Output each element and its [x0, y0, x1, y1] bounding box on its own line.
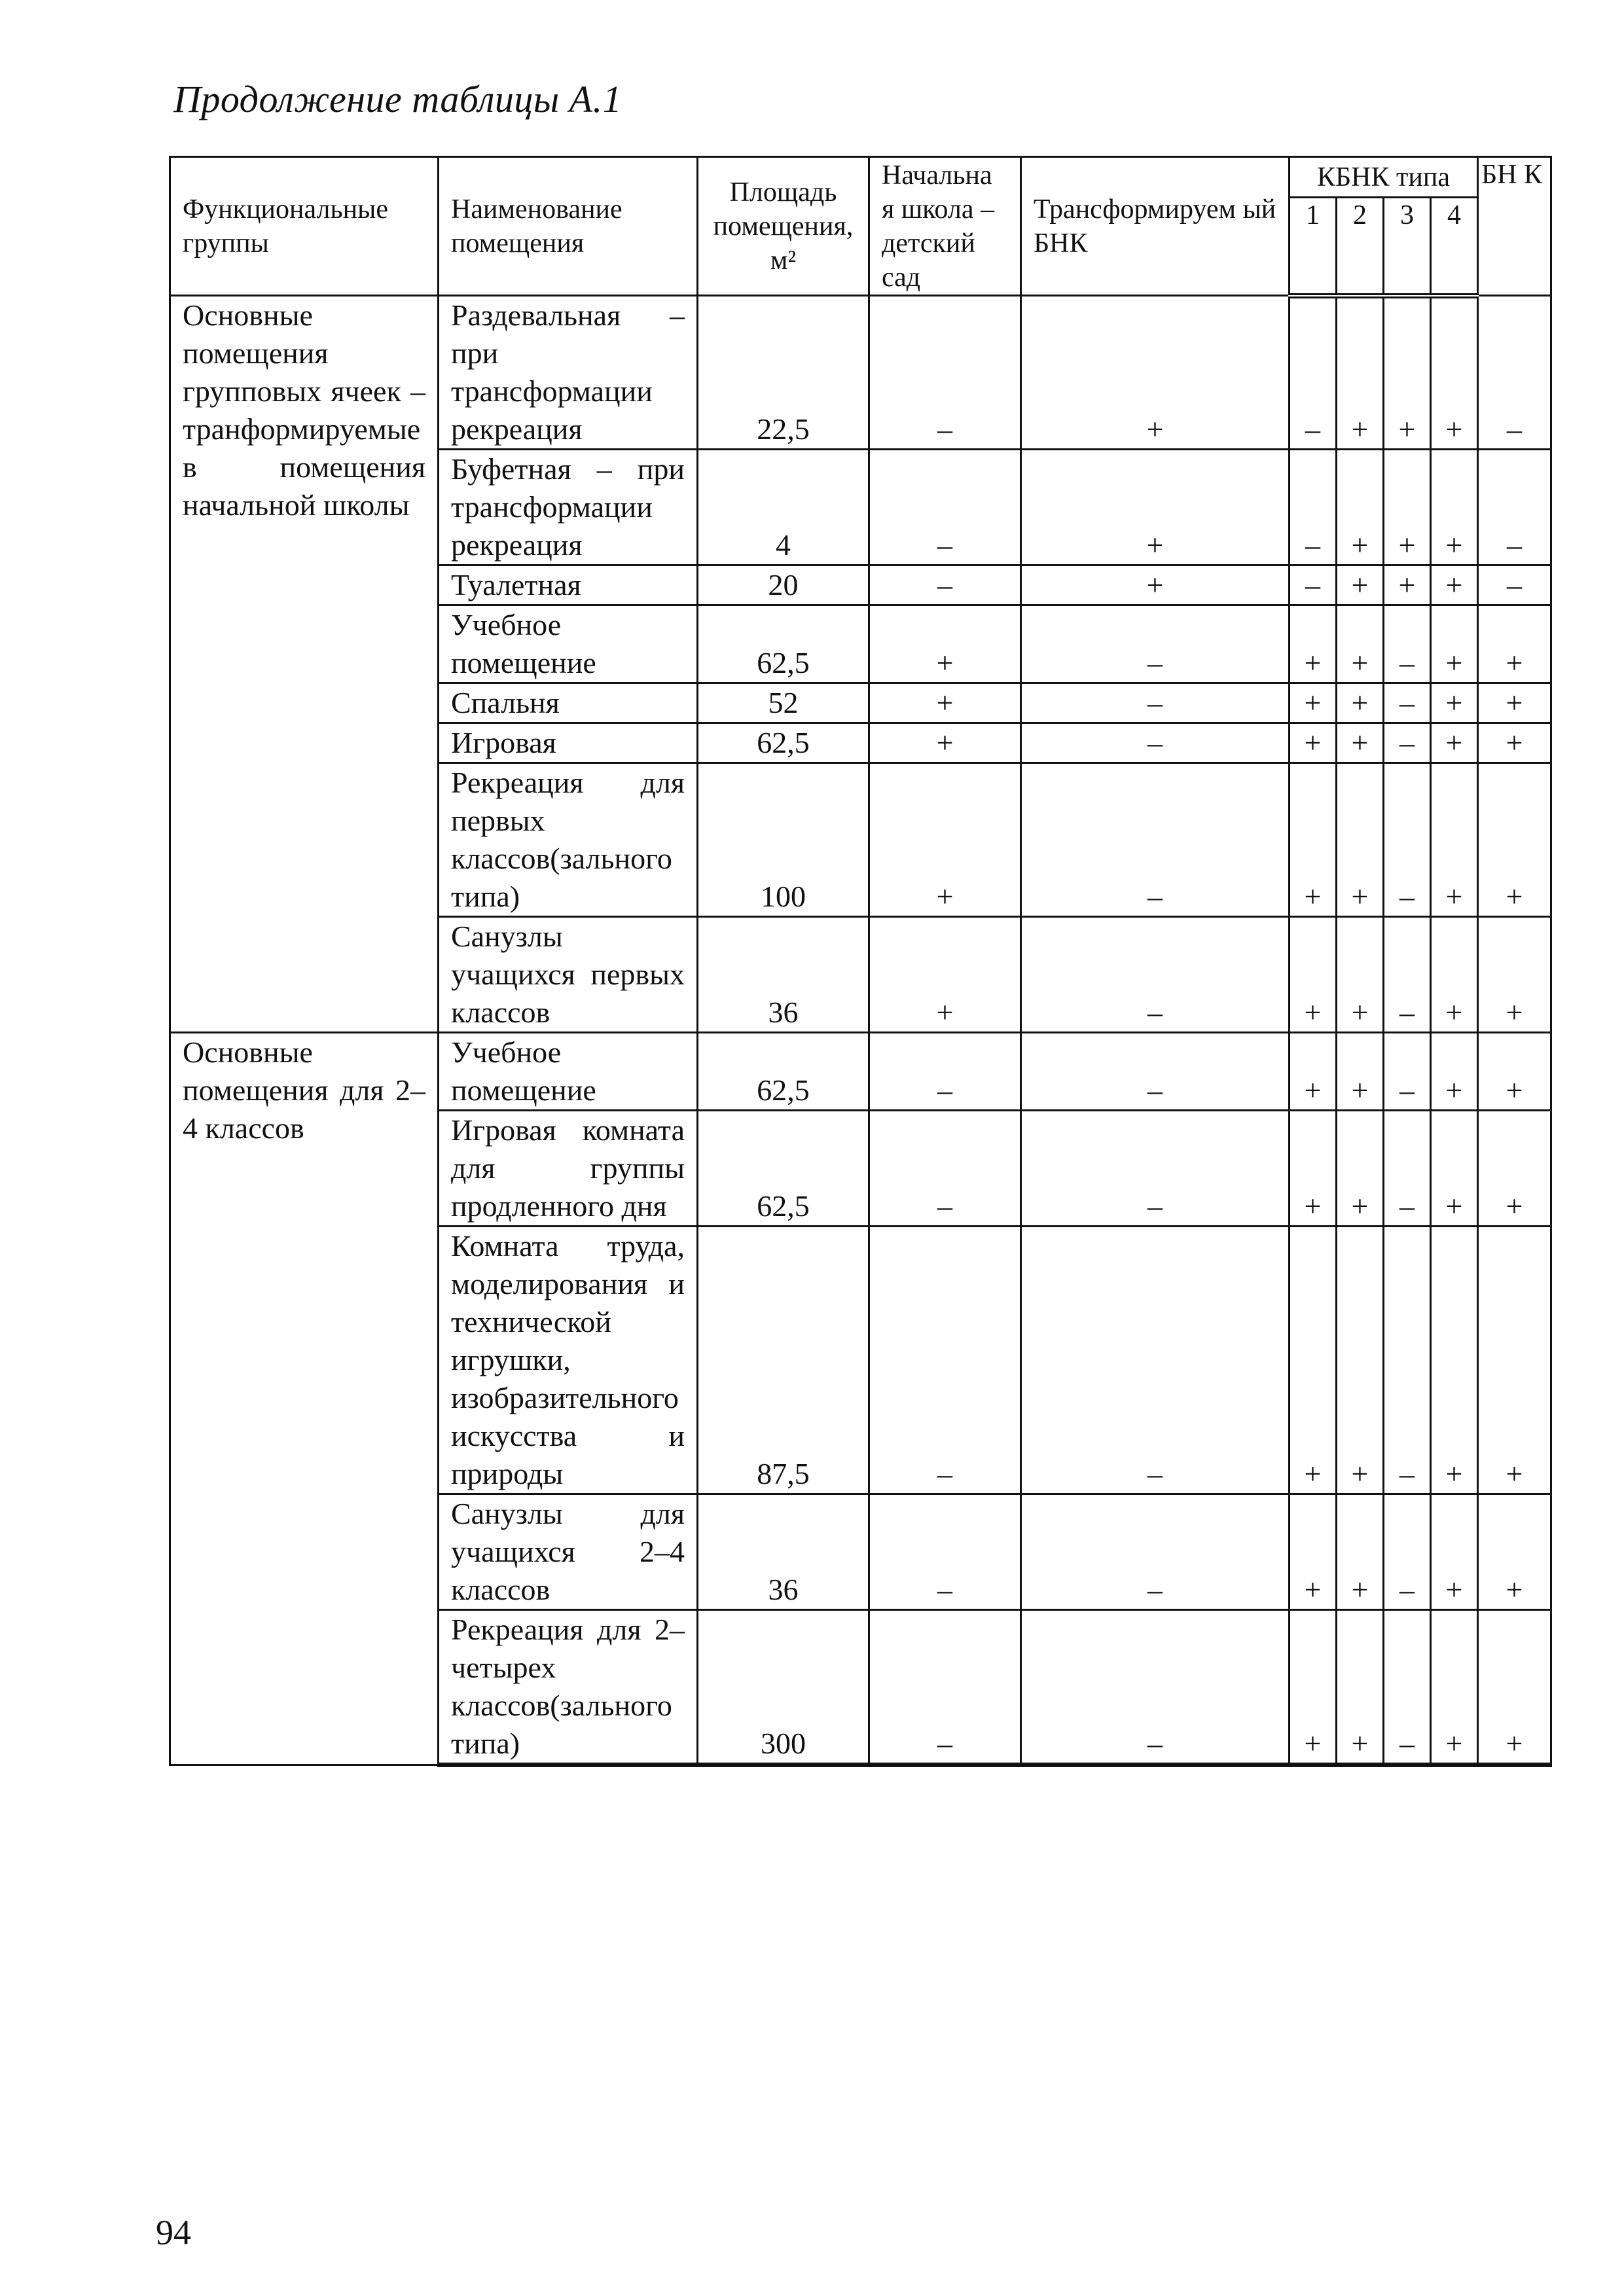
cell-transform: + — [1021, 450, 1290, 565]
cell-transform: – — [1021, 605, 1290, 683]
room-name-cell: Буфетная – при трансформации рекреация — [439, 450, 698, 565]
room-name-cell: Игровая — [439, 723, 698, 763]
cell-k1: + — [1290, 1227, 1337, 1494]
cell-k2: + — [1337, 1033, 1384, 1111]
cell-bnk: + — [1478, 1111, 1551, 1227]
room-name-cell: Туалетная — [439, 565, 698, 605]
cell-k3: + — [1384, 565, 1431, 605]
cell-transform: – — [1021, 1033, 1290, 1111]
cell-transform: – — [1021, 1111, 1290, 1227]
cell-area: 62,5 — [698, 1111, 869, 1227]
header-kbnk-3: 3 — [1384, 198, 1431, 296]
cell-primary: + — [869, 763, 1021, 917]
header-functional-groups: Функциональные группы — [170, 157, 439, 296]
room-name-cell: Учебное помещение — [439, 605, 698, 683]
cell-area: 100 — [698, 763, 869, 917]
cell-k2: + — [1337, 917, 1384, 1033]
cell-bnk: + — [1478, 917, 1551, 1033]
cell-transform: – — [1021, 1494, 1290, 1610]
cell-k3: – — [1384, 763, 1431, 917]
cell-k4: + — [1431, 1033, 1478, 1111]
cell-k2: + — [1337, 1111, 1384, 1227]
cell-area: 300 — [698, 1610, 869, 1765]
cell-k2: + — [1337, 296, 1384, 450]
table-row — [170, 1033, 1551, 1111]
cell-bnk: – — [1478, 450, 1551, 565]
cell-k1: + — [1290, 1494, 1337, 1610]
header-transformable: Трансформируем ый БНК — [1021, 157, 1290, 296]
cell-bnk: + — [1478, 683, 1551, 723]
room-name-cell: Санузлы для учащихся 2–4 классов — [439, 1494, 698, 1610]
cell-area: 62,5 — [698, 1033, 869, 1111]
room-name-cell: Санузлы учащихся первых классов — [439, 917, 698, 1033]
cell-k2: + — [1337, 605, 1384, 683]
header-area: Площадь помещения, м² — [698, 157, 869, 296]
cell-primary: – — [869, 1494, 1021, 1610]
cell-k4: + — [1431, 1610, 1478, 1765]
header-kbnk-4: 4 — [1431, 198, 1478, 296]
cell-k1: + — [1290, 1033, 1337, 1111]
cell-primary: + — [869, 917, 1021, 1033]
header-kbnk-type: КБНК типа — [1290, 157, 1478, 198]
room-name-cell: Спальня — [439, 683, 698, 723]
cell-bnk: + — [1478, 763, 1551, 917]
cell-k3: – — [1384, 917, 1431, 1033]
cell-k4: + — [1431, 1494, 1478, 1610]
cell-k3: + — [1384, 450, 1431, 565]
functional-group-cell: Основные помещения для 2–4 классов — [170, 1033, 439, 1765]
cell-k4: + — [1431, 917, 1478, 1033]
cell-transform: – — [1021, 763, 1290, 917]
cell-k2: + — [1337, 763, 1384, 917]
cell-transform: – — [1021, 917, 1290, 1033]
cell-k1: + — [1290, 1610, 1337, 1765]
cell-transform: + — [1021, 296, 1290, 450]
room-name-cell: Раздевальная – при трансформации рекреация — [439, 296, 698, 450]
cell-k3: – — [1384, 723, 1431, 763]
cell-k3: – — [1384, 1227, 1431, 1494]
cell-k1: + — [1290, 605, 1337, 683]
cell-k4: + — [1431, 605, 1478, 683]
cell-primary: – — [869, 1610, 1021, 1765]
cell-k1: + — [1290, 763, 1337, 917]
cell-primary: + — [869, 605, 1021, 683]
cell-k1: – — [1290, 565, 1337, 605]
header-kbnk-1: 1 — [1290, 198, 1337, 296]
cell-transform: + — [1021, 565, 1290, 605]
cell-k3: – — [1384, 683, 1431, 723]
rooms-table — [169, 156, 1552, 1767]
cell-k2: + — [1337, 723, 1384, 763]
cell-primary: – — [869, 1227, 1021, 1494]
cell-bnk: + — [1478, 1610, 1551, 1765]
cell-k3: + — [1384, 296, 1431, 450]
cell-k1: + — [1290, 1111, 1337, 1227]
cell-transform: – — [1021, 1227, 1290, 1494]
table-header — [170, 157, 1551, 296]
table-row — [170, 296, 1551, 450]
cell-area: 36 — [698, 1494, 869, 1610]
cell-bnk: + — [1478, 1494, 1551, 1610]
cell-k1: – — [1290, 296, 1337, 450]
cell-transform: – — [1021, 683, 1290, 723]
cell-k4: + — [1431, 763, 1478, 917]
cell-k2: + — [1337, 450, 1384, 565]
cell-k2: + — [1337, 1227, 1384, 1494]
header-room-name: Наименование помещения — [439, 157, 698, 296]
cell-k2: + — [1337, 1494, 1384, 1610]
cell-primary: – — [869, 450, 1021, 565]
cell-transform: – — [1021, 723, 1290, 763]
room-name-cell: Рекреация для первых классов(зального типа) — [439, 763, 698, 917]
cell-area: 87,5 — [698, 1227, 869, 1494]
cell-k4: + — [1431, 296, 1478, 450]
cell-k1: + — [1290, 917, 1337, 1033]
header-kbnk-2: 2 — [1337, 198, 1384, 296]
cell-k3: – — [1384, 1610, 1431, 1765]
page-number: 94 — [156, 2213, 191, 2252]
cell-k1: + — [1290, 723, 1337, 763]
cell-transform: – — [1021, 1610, 1290, 1765]
room-name-cell: Учебное помещение — [439, 1033, 698, 1111]
cell-primary: + — [869, 683, 1021, 723]
cell-k4: + — [1431, 1227, 1478, 1494]
table-caption: Продолжение таблицы А.1 — [173, 78, 623, 120]
cell-bnk: – — [1478, 296, 1551, 450]
cell-k4: + — [1431, 450, 1478, 565]
header-primary-school: Начальна я школа – детский сад — [869, 157, 1021, 296]
cell-primary: – — [869, 1111, 1021, 1227]
cell-area: 36 — [698, 917, 869, 1033]
cell-area: 4 — [698, 450, 869, 565]
header-bnk: БН К — [1478, 157, 1551, 296]
room-name-cell: Игровая комната для группы продленного дня — [439, 1111, 698, 1227]
cell-bnk: + — [1478, 1033, 1551, 1111]
cell-k3: – — [1384, 1494, 1431, 1610]
cell-area: 20 — [698, 565, 869, 605]
cell-bnk: + — [1478, 723, 1551, 763]
cell-k2: + — [1337, 683, 1384, 723]
cell-area: 22,5 — [698, 296, 869, 450]
cell-primary: – — [869, 296, 1021, 450]
cell-k4: + — [1431, 683, 1478, 723]
cell-k4: + — [1431, 723, 1478, 763]
cell-bnk: + — [1478, 605, 1551, 683]
cell-k3: – — [1384, 1033, 1431, 1111]
room-name-cell: Рекреация для 2–четырех классов(зального типа) — [439, 1610, 698, 1765]
cell-k1: + — [1290, 683, 1337, 723]
cell-bnk: – — [1478, 565, 1551, 605]
cell-bnk: + — [1478, 1227, 1551, 1494]
cell-primary: + — [869, 723, 1021, 763]
cell-k4: + — [1431, 565, 1478, 605]
cell-k2: + — [1337, 1610, 1384, 1765]
cell-k4: + — [1431, 1111, 1478, 1227]
functional-group-cell: Основные помещения групповых ячеек – транформируемые в помещения начальной школы — [170, 296, 439, 1033]
cell-primary: – — [869, 565, 1021, 605]
cell-k3: – — [1384, 605, 1431, 683]
cell-k3: – — [1384, 1111, 1431, 1227]
cell-area: 52 — [698, 683, 869, 723]
room-name-cell: Комната труда, моделирования и технической игрушки, изобразительного искусства и природы — [439, 1227, 698, 1494]
cell-area: 62,5 — [698, 723, 869, 763]
table-body — [170, 296, 1551, 1765]
cell-k2: + — [1337, 565, 1384, 605]
cell-k1: – — [1290, 450, 1337, 565]
cell-primary: – — [869, 1033, 1021, 1111]
cell-area: 62,5 — [698, 605, 869, 683]
